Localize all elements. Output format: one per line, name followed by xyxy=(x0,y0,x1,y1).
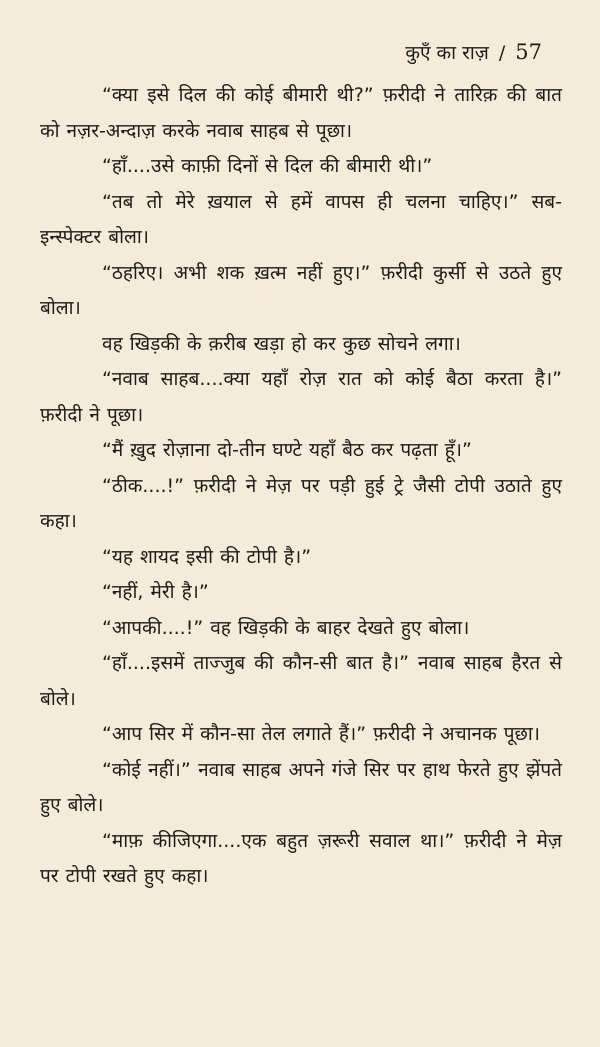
paragraph: “तब तो मेरे ख़याल से हमें वापस ही चलना चाहिए।” सब-इन्स्पेक्टर बोला। xyxy=(40,190,562,248)
header-separator: / xyxy=(498,42,506,64)
paragraph: “कोई नहीं।” नवाब साहब अपने गंजे सिर पर हाथ फेरते हुए झेंपते हुए बोले। xyxy=(40,758,562,816)
paragraph: “आपकी....!” वह खिड़की के बाहर देखते हुए बोला। xyxy=(102,616,470,639)
paragraph: “क्या इसे दिल की कोई बीमारी थी?” फ़रीदी ने तारिक़ की बात को नज़र-अन्दाज़ करके नवाब साहब से पूछा। xyxy=(40,84,562,142)
paragraph: “माफ़ कीजिएगा....एक बहुत ज़रूरी सवाल था।” फ़रीदी ने मेज़ पर टोपी रखते हुए कहा। xyxy=(40,829,562,887)
body-text xyxy=(40,78,562,895)
page-number: 57 xyxy=(515,40,542,64)
paragraph: “ठीक....!” फ़रीदी ने मेज़ पर पड़ी हुई ट्रे जैसी टोपी उठाते हुए कहा। xyxy=(40,474,562,532)
chapter-title: कुएँ का राज़ xyxy=(405,42,489,64)
paragraph: “आप सिर में कौन-सा तेल लगाते हैं।” फ़रीदी ने अचानक पूछा। xyxy=(102,723,540,745)
paragraph: वह खिड़की के क़रीब खड़ा हो कर कुछ सोचने लगा। xyxy=(102,332,461,355)
paragraph: “हाँ....उसे काफ़ी दिनों से दिल की बीमारी थी।” xyxy=(102,155,433,177)
paragraph: “मैं ख़ुद रोज़ाना दो-तीन घण्टे यहाँ बैठ कर पढ़ता हूँ।” xyxy=(102,439,472,461)
paragraph: “नवाब साहब....क्या यहाँ रोज़ रात को कोई बैठा करता है।” फ़रीदी ने पूछा। xyxy=(40,368,562,426)
paragraph: “हाँ....इसमें ताज्जुब की कौन-सी बात है।” नवाब साहब हैरत से बोले। xyxy=(40,652,562,710)
paragraph: “ठहरिए। अभी शक ख़त्म नहीं हुए।” फ़रीदी कुर्सी से उठते हुए बोला। xyxy=(40,261,562,319)
running-header xyxy=(405,38,542,67)
paragraph: “नहीं, मेरी है।” xyxy=(102,581,209,603)
paragraph: “यह शायद इसी की टोपी है।” xyxy=(102,545,312,568)
